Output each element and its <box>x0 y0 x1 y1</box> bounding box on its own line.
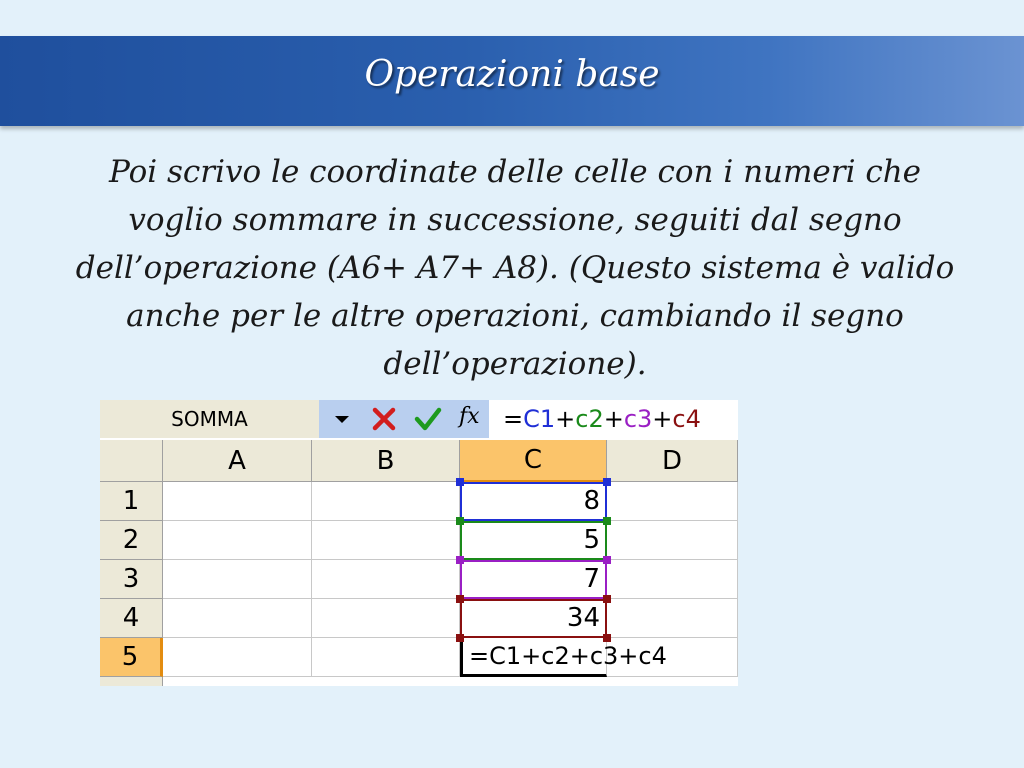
reference-highlight <box>460 482 607 521</box>
reference-handle[interactable] <box>603 634 611 642</box>
name-box[interactable]: SOMMA <box>100 400 319 438</box>
cell-a2[interactable] <box>163 521 312 560</box>
cell-a5[interactable] <box>163 638 312 677</box>
select-all-corner[interactable] <box>100 440 163 482</box>
reference-handle[interactable] <box>456 634 464 642</box>
column-header-c[interactable]: C <box>460 440 607 482</box>
row-header-4[interactable]: 4 <box>100 599 163 638</box>
reference-handle[interactable] <box>603 595 611 603</box>
cell-d1[interactable] <box>607 482 738 521</box>
cell-b3[interactable] <box>312 560 460 599</box>
spreadsheet-screenshot <box>100 400 738 686</box>
formula-part: = <box>503 405 524 433</box>
reference-handle[interactable] <box>603 556 611 564</box>
row-header-partial <box>100 677 163 686</box>
formula-controls <box>319 400 489 438</box>
cell-b5[interactable] <box>312 638 460 677</box>
row-header-2[interactable]: 2 <box>100 521 163 560</box>
cell-d2[interactable] <box>607 521 738 560</box>
worksheet-grid <box>100 440 738 686</box>
formula-input[interactable] <box>489 400 738 438</box>
row-header-3[interactable]: 3 <box>100 560 163 599</box>
formula-part: + <box>652 405 673 433</box>
cell-a4[interactable] <box>163 599 312 638</box>
reference-highlight <box>460 521 607 560</box>
cell-b4[interactable] <box>312 599 460 638</box>
cell-c1[interactable]: 8 <box>460 482 607 521</box>
cell-c3[interactable]: 7 <box>460 560 607 599</box>
dropdown-arrow-icon[interactable] <box>333 410 351 428</box>
column-header-d[interactable]: D <box>607 440 738 482</box>
reference-highlight <box>460 599 607 638</box>
cell-d4[interactable] <box>607 599 738 638</box>
cell-d5[interactable] <box>607 638 738 677</box>
cell-c4[interactable]: 34 <box>460 599 607 638</box>
slide-title: Operazioni base <box>364 54 660 95</box>
cancel-x-icon[interactable] <box>371 406 397 432</box>
formula-bar <box>100 400 738 438</box>
fx-icon[interactable]: fx <box>459 404 480 429</box>
cell-b2[interactable] <box>312 521 460 560</box>
reference-handle[interactable] <box>456 556 464 564</box>
column-header-b[interactable]: B <box>312 440 460 482</box>
formula-part: c2 <box>575 405 604 433</box>
formula-part: c4 <box>672 405 701 433</box>
slide-body-text: Poi scrivo le coordinate delle celle con i numeri che voglio sommare in successione, seguiti dal segno dell’operazione (A6+ A7+ A8). (Questo sistema è valido anche per le altre operazioni, cambiando il segno dell’operazione). <box>75 154 955 382</box>
reference-handle[interactable] <box>456 517 464 525</box>
column-header-row <box>100 440 738 482</box>
reference-handle[interactable] <box>456 478 464 486</box>
reference-highlight <box>460 560 607 599</box>
reference-handle[interactable] <box>456 595 464 603</box>
formula-part: c3 <box>623 405 653 433</box>
enter-check-icon[interactable] <box>414 406 442 432</box>
formula-part: + <box>603 405 624 433</box>
column-header-a[interactable]: A <box>163 440 312 482</box>
formula-part: + <box>555 405 576 433</box>
cell-d3[interactable] <box>607 560 738 599</box>
row-header-5[interactable]: 5 <box>100 638 163 677</box>
title-bar <box>0 36 1024 126</box>
cell-c2[interactable]: 5 <box>460 521 607 560</box>
reference-handle[interactable] <box>603 478 611 486</box>
cell-a3[interactable] <box>163 560 312 599</box>
formula-part: C1 <box>523 405 556 433</box>
cell-a1[interactable] <box>163 482 312 521</box>
row-header-1[interactable]: 1 <box>100 482 163 521</box>
reference-handle[interactable] <box>603 517 611 525</box>
cell-c5[interactable]: =C1+c2+c3+c4 <box>460 638 607 677</box>
cell-b1[interactable] <box>312 482 460 521</box>
